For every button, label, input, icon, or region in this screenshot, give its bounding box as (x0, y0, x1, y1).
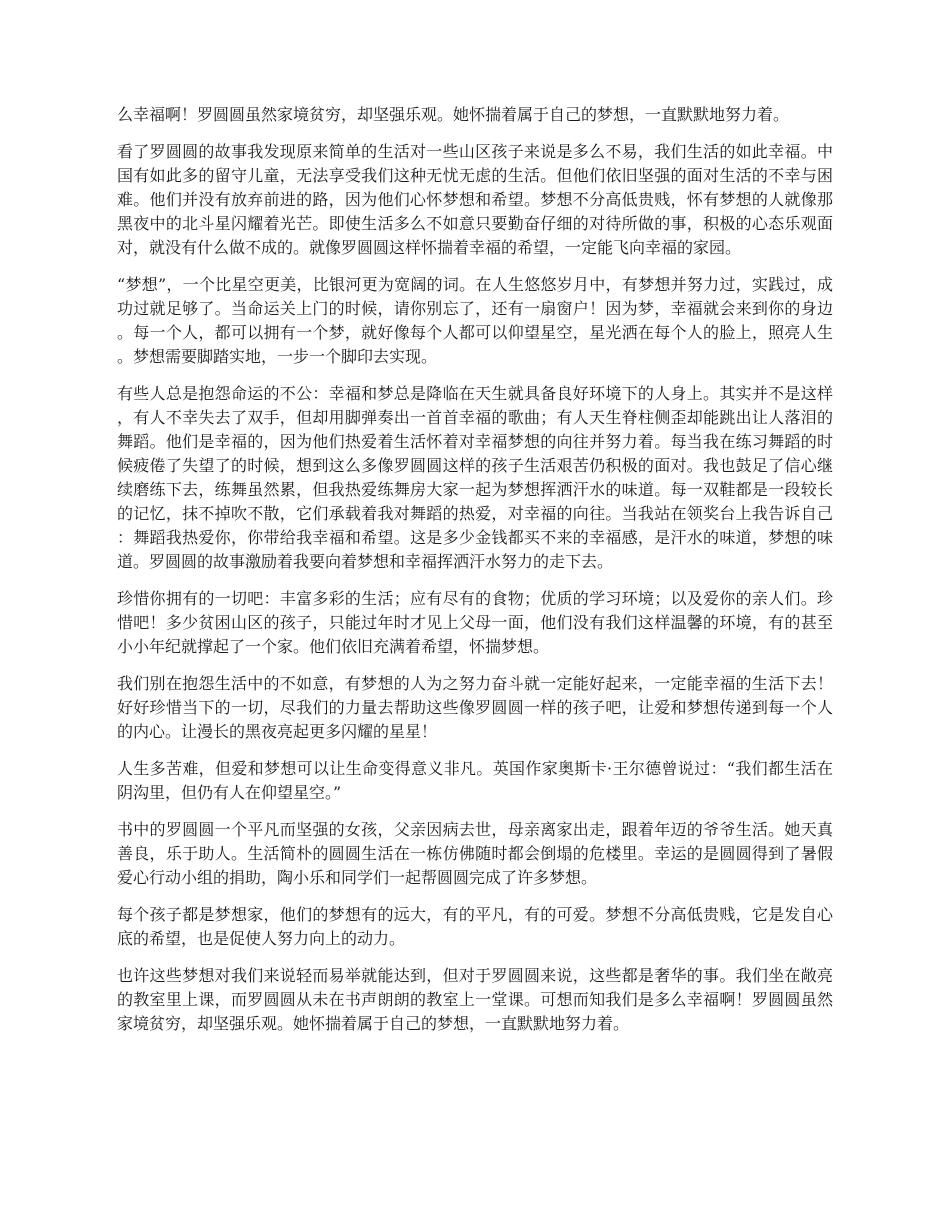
document-body (117, 103, 833, 1036)
paragraph-9: 每个孩子都是梦想家，他们的梦想有的远大，有的平凡，有的可爱。梦想不分高低贵贱，它是发自心底的希望，也是促使人努力向上的动力。 (117, 905, 833, 948)
paragraph-4: 有些人总是抱怨命运的不公：幸福和梦总是降临在天生就具备良好环境下的人身上。其实并不是这样，有人不幸失去了双手，但却用脚弹奏出一首首幸福的歌曲；有人天生脊柱侧歪却能跳出让人落泪的舞蹈。他们是幸福的，因为他们热爱着生活怀着对幸福梦想的向往并努力着。每当我在练习舞蹈的时候疲倦了失望了的时候，想到这么多像罗圆圆这样的孩子生活艰苦仍积极的面对。我也鼓足了信心继续磨练下去，练舞虽然累，但我热爱练舞房大家一起为梦想挥洒汗水的味道。每一双鞋都是一段较长的记忆，抹不掉吹不散，它们承载着我对舞蹈的热爱，对幸福的向往。当我站在领奖台上我告诉自己：舞蹈我热爱你，你带给我幸福和希望。这是多少金钱都买不来的幸福感，是汗水的味道，梦想的味道。罗圆圆的故事激励着我要向着梦想和幸福挥洒汗水努力的走下去。 (117, 384, 833, 571)
paragraph-3: “梦想”，一个比星空更美，比银河更为宽阔的词。在人生悠悠岁月中，有梦想并努力过，实践过，成功过就足够了。当命运关上门的时候，请你别忘了，还有一扇窗户！因为梦，幸福就会来到你的身边。每一个人，都可以拥有一个梦，就好像每个人都可以仰望星空，星光洒在每个人的脸上，照亮人生。梦想需要脚踏实地，一步一个脚印去实现。 (117, 275, 833, 366)
paragraph-6: 我们别在抱怨生活中的不如意，有梦想的人为之努力奋斗就一定能好起来，一定能幸福的生活下去！好好珍惜当下的一切，尽我们的力量去帮助这些像罗圆圆一样的孩子吧，让爱和梦想传递到每一个人的内心。让漫长的黑夜亮起更多闪耀的星星！ (117, 674, 833, 741)
paragraph-7: 人生多苦难，但爱和梦想可以让生命变得意义非凡。英国作家奥斯卡·王尔德曾说过：“我们都生活在阴沟里，但仍有人在仰望星空。” (117, 759, 833, 802)
paragraph-10: 也许这些梦想对我们来说轻而易举就能达到，但对于罗圆圆来说，这些都是奢华的事。我们坐在敞亮的教室里上课，而罗圆圆从未在书声朗朗的教室上一堂课。可想而知我们是多么幸福啊！罗圆圆虽然家境贫穷，却坚强乐观。她怀揣着属于自己的梦想，一直默默地努力着。 (117, 966, 833, 1033)
paragraph-1: 么幸福啊！罗圆圆虽然家境贫穷，却坚强乐观。她怀揣着属于自己的梦想，一直默默地努力着。 (117, 105, 790, 124)
paragraph-8: 书中的罗圆圆一个平凡而坚强的女孩，父亲因病去世，母亲离家出走，跟着年迈的爷爷生活。她天真善良，乐于助人。生活简朴的圆圆生活在一栋仿佛随时都会倒塌的危楼里。幸运的是圆圆得到了暑假爱心行动小组的捐助，陶小乐和同学们一起帮圆圆完成了许多梦想。 (117, 820, 833, 887)
paragraph-2: 看了罗圆圆的故事我发现原来简单的生活对一些山区孩子来说是多么不易，我们生活的如此幸福。中国有如此多的留守儿童，无法享受我们这种无忧无虑的生活。但他们依旧坚强的面对生活的不幸与困难。他们并没有放弃前进的路，因为他们心怀梦想和希望。梦想不分高低贵贱，怀有梦想的人就像那黑夜中的北斗星闪耀着光芒。即使生活多么不如意只要勤奋仔细的对待所做的事，积极的心态乐观面对，就没有什么做不成的。就像罗圆圆这样怀揣着幸福的希望，一定能飞向幸福的家园。 (117, 142, 833, 257)
paragraph-5: 珍惜你拥有的一切吧：丰富多彩的生活；应有尽有的食物；优质的学习环境；以及爱你的亲人们。珍惜吧！多少贫困山区的孩子，只能过年时才见上父母一面，他们没有我们这样温馨的环境，有的甚至小小年纪就撑起了一个家。他们依旧充满着希望，怀揣梦想。 (117, 589, 833, 656)
